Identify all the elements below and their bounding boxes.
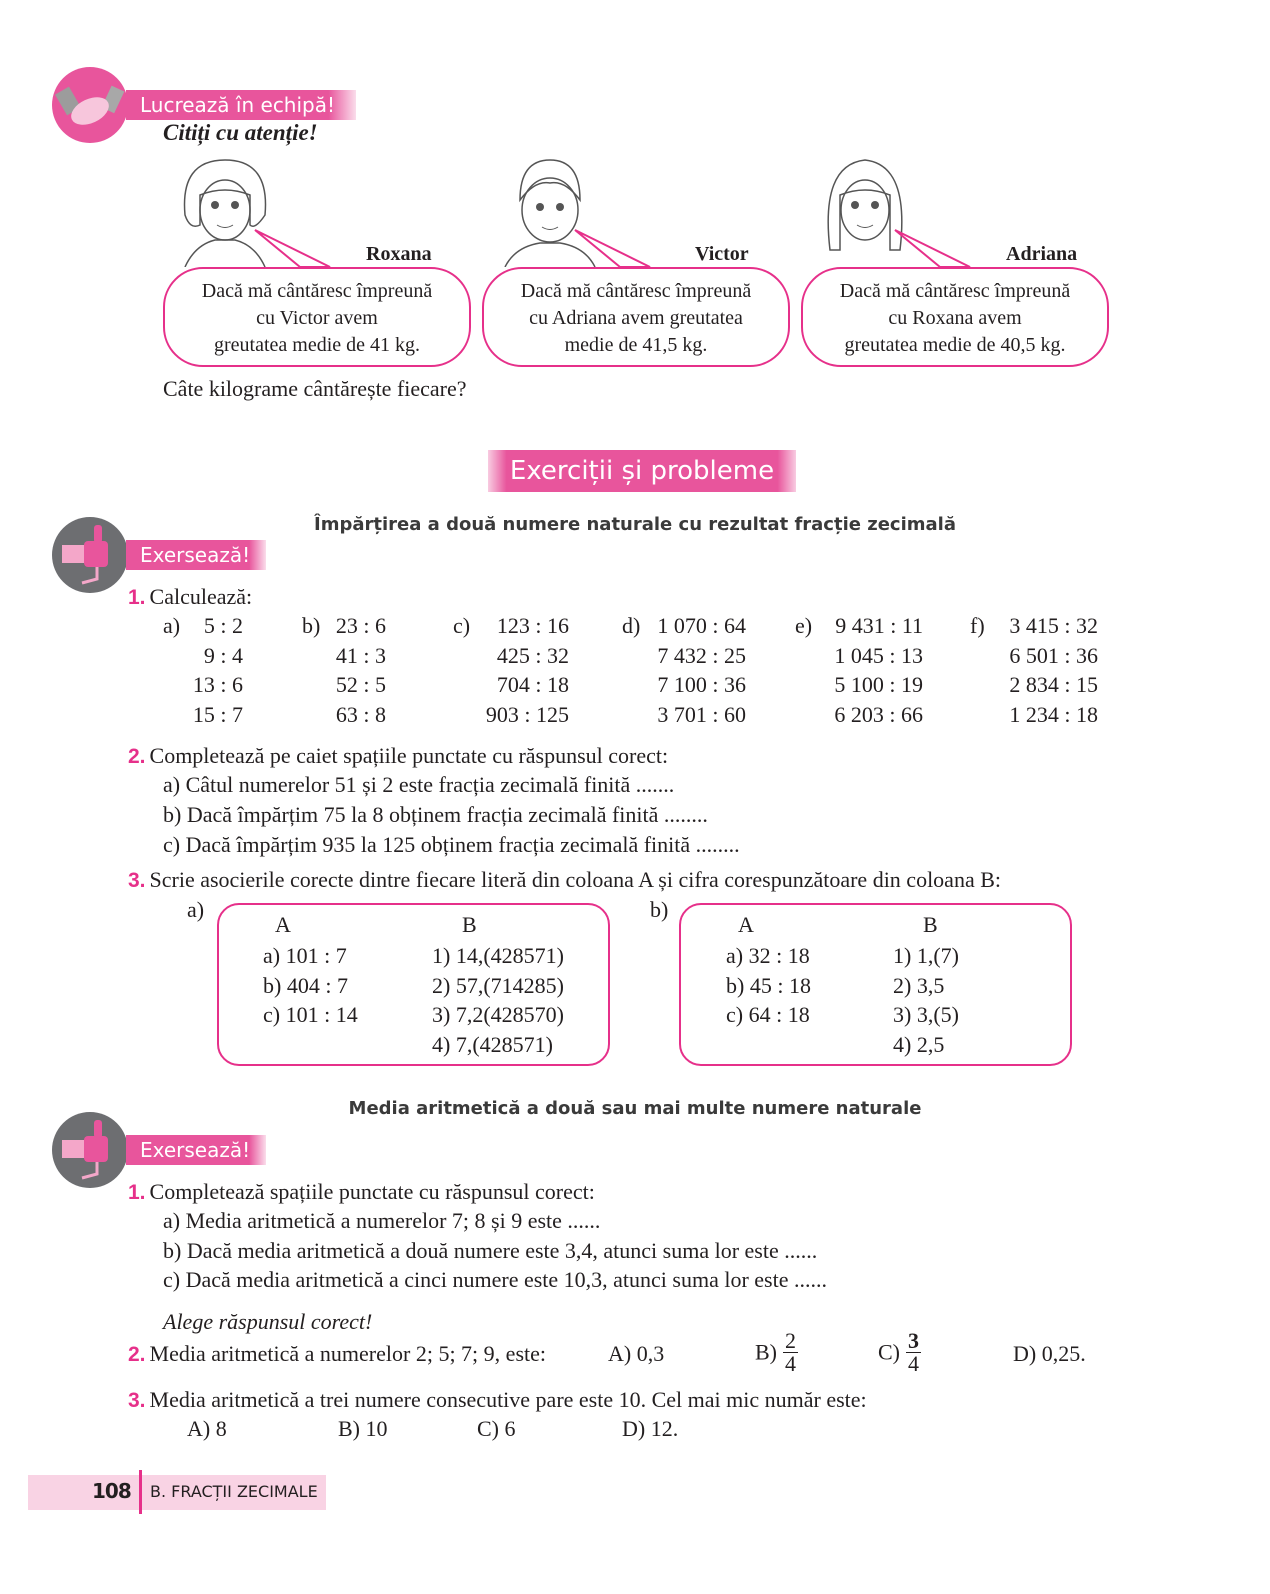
thumbs-up-badge-icon [52,517,128,593]
calc-item: 2 834 : 15 [1009,672,1098,697]
calc-item: 3 701 : 60 [657,701,746,727]
col-label: c) [453,613,471,638]
ex1-col-a [163,611,243,729]
match-item-a: b) 404 : 7 [263,972,348,998]
p2-ex1-item: a) Media aritmetică a numerelor 7; 8 și 9 este ...... [163,1208,601,1233]
calc-item: 6 203 : 66 [834,701,923,727]
calc-item: 52 : 5 [335,672,386,697]
exercise-banner: Exersează! [126,540,266,570]
ex3a-label: a) [187,897,205,922]
match-item-a: c) 64 : 18 [726,1002,810,1027]
ex3b-matching-box [679,903,1072,1066]
ex1-col-b [302,611,386,729]
match-item-a: c) 101 : 14 [263,1002,358,1027]
match-item-b: 1) 14,(428571) [432,943,564,968]
bubble-line: cu Victor avem [256,307,378,329]
handshake-badge-icon [52,67,128,143]
option-d: D) 0,25. [1013,1341,1086,1366]
col-label: a) [163,613,181,638]
calc-item: 425 : 32 [496,642,569,668]
team-work-banner: Lucrează în echipă! [126,90,356,120]
ex1-col-c [453,611,569,729]
calc-item: 13 : 6 [192,672,243,697]
bubble-line: medie de 41,5 kg. [564,334,708,356]
col-label: e) [795,613,813,638]
footer-divider [139,1470,142,1514]
col-label: f) [970,613,985,638]
ex-number: 2. [128,745,146,768]
denominator: 4 [908,1351,919,1376]
calc-item: 15 : 7 [192,701,243,727]
bubble-line: Dacă mă cântăresc împreună [201,280,433,302]
part2-subtitle: Media aritmetică a două sau mai multe numere naturale [348,1098,922,1119]
calc-item: 1 045 : 13 [834,642,923,668]
match-item-b: 1) 1,(7) [893,943,959,968]
thumbs-up-badge-icon [52,1112,128,1188]
ex1-title [128,584,252,610]
p2-ex1-item: c) Dacă media aritmetică a cinci numere este 10,3, atunci suma lor este ...... [163,1267,827,1292]
speech-bubble-victor [482,267,790,367]
calc-item: 5 : 2 [203,613,243,638]
ex2-title [128,743,668,769]
name-victor: Victor [695,243,749,265]
col-label: b) [302,613,321,638]
calc-item: 6 501 : 36 [1009,642,1098,668]
name-adriana: Adriana [1006,243,1078,265]
calc-item: 9 : 4 [203,642,243,668]
match-item-b: 2) 3,5 [893,972,945,998]
column-a-header: A [275,912,291,937]
match-item-b: 4) 7,(428571) [432,1031,553,1057]
fraction [906,1330,921,1375]
bubble-line: cu Roxana avem [888,307,1022,329]
column-a-header: A [738,912,754,937]
bubble-line: cu Adriana avem greutatea [529,307,743,329]
match-item-b: 2) 57,(714285) [432,972,564,998]
option-label: C) [878,1339,900,1365]
instruction: Citiți cu atenție! [163,120,318,145]
calc-item: 5 100 : 19 [834,672,923,697]
ex-number: 3. [128,1389,146,1412]
ex-text: Completează pe caiet spațiile punctate cu răspunsul corect: [149,743,669,768]
ex-number: 1. [128,1181,146,1204]
ex-number: 2. [128,1343,146,1366]
match-item-a: b) 45 : 18 [726,972,811,998]
calc-item: 903 : 125 [485,701,569,727]
p2-ex1-item: b) Dacă media aritmetică a două numere este 3,4, atunci suma lor este ...... [163,1238,818,1263]
part1-subtitle: Împărțirea a două numere naturale cu rezultat fracție zecimală [314,514,956,535]
option-d: D) 12. [622,1416,679,1441]
ex-text: Media aritmetică a numerelor 2; 5; 7; 9, este: [149,1341,546,1366]
option-a: A) 0,3 [608,1341,665,1366]
numerator: 3 [908,1328,919,1353]
ex1-col-d [622,611,746,729]
p2-ex1-title [128,1179,595,1205]
bubble-line: greutatea medie de 40,5 kg. [844,334,1066,356]
calc-item: 9 431 : 11 [835,613,923,638]
match-item-b: 3) 3,(5) [893,1002,959,1027]
match-item-b: 3) 7,2(428570) [432,1002,564,1027]
team-question: Câte kilograme cântărește fiecare? [163,376,467,401]
ex-text: Media aritmetică a trei numere consecutive pare este 10. Cel mai mic număr este: [149,1387,867,1412]
ex3b-label: b) [650,897,669,922]
p2-ex3-title [128,1387,867,1413]
option-b [755,1330,798,1375]
speech-bubble-roxana [163,267,471,367]
option-label: B) [755,1339,777,1365]
match-item-a: a) 32 : 18 [726,943,810,968]
calc-item: 23 : 6 [335,613,386,638]
match-item-b: 4) 2,5 [893,1031,945,1057]
choose-instruction: Alege răspunsul corect! [163,1309,373,1334]
bubble-line: Dacă mă cântăresc împreună [520,280,752,302]
option-c [878,1330,921,1375]
fraction [783,1330,798,1375]
bubble-line: Dacă mă cântăresc împreună [839,280,1071,302]
bubble-line: greutatea medie de 41 kg. [213,334,421,356]
calc-item: 41 : 3 [335,642,386,668]
numerator: 2 [785,1328,796,1353]
section-title: Exerciții și probleme [488,450,796,492]
calc-item: 1 234 : 18 [1009,701,1098,727]
calc-item: 63 : 8 [335,701,386,727]
calc-item: 1 070 : 64 [657,613,746,638]
calc-item: 7 432 : 25 [657,642,746,668]
page-number: 108 [92,1479,131,1503]
ex-number: 1. [128,586,146,609]
option-b: B) 10 [338,1416,388,1441]
calc-item: 7 100 : 36 [657,672,746,697]
match-item-a: a) 101 : 7 [263,943,347,968]
option-a: A) 8 [187,1416,227,1441]
ex-text: Calculează: [149,584,253,609]
calc-item: 123 : 16 [496,613,569,638]
ex1-col-e [795,611,923,729]
col-label: d) [622,613,641,638]
ex3a-matching-box [217,903,610,1066]
calc-item: 704 : 18 [496,672,569,697]
chapter-title: B. FRACȚII ZECIMALE [150,1482,318,1501]
ex-text: Completează spațiile punctate cu răspunsul corect: [149,1179,595,1204]
denominator: 4 [785,1351,796,1376]
ex2-item: a) Câtul numerelor 51 și 2 este fracția zecimală finită ....... [163,772,675,797]
calc-item: 3 415 : 32 [1009,613,1098,638]
column-b-header: B [923,912,938,937]
name-roxana: Roxana [366,243,432,265]
exercise-banner: Exersează! [126,1135,266,1165]
ex2-item: c) Dacă împărțim 935 la 125 obținem fracția zecimală finită ........ [163,832,740,857]
speech-bubble-adriana [801,267,1109,367]
ex-text: Scrie asocierile corecte dintre fiecare literă din coloana A și cifra corespunzătoare din coloana B: [149,867,1001,892]
ex3-title [128,867,1001,893]
ex1-col-f [970,611,1098,729]
column-b-header: B [462,912,477,937]
ex2-item: b) Dacă împărțim 75 la 8 obținem fracția zecimală finită ........ [163,802,708,827]
p2-ex2-title [128,1341,546,1367]
option-c: C) 6 [477,1416,516,1441]
ex-number: 3. [128,869,146,892]
